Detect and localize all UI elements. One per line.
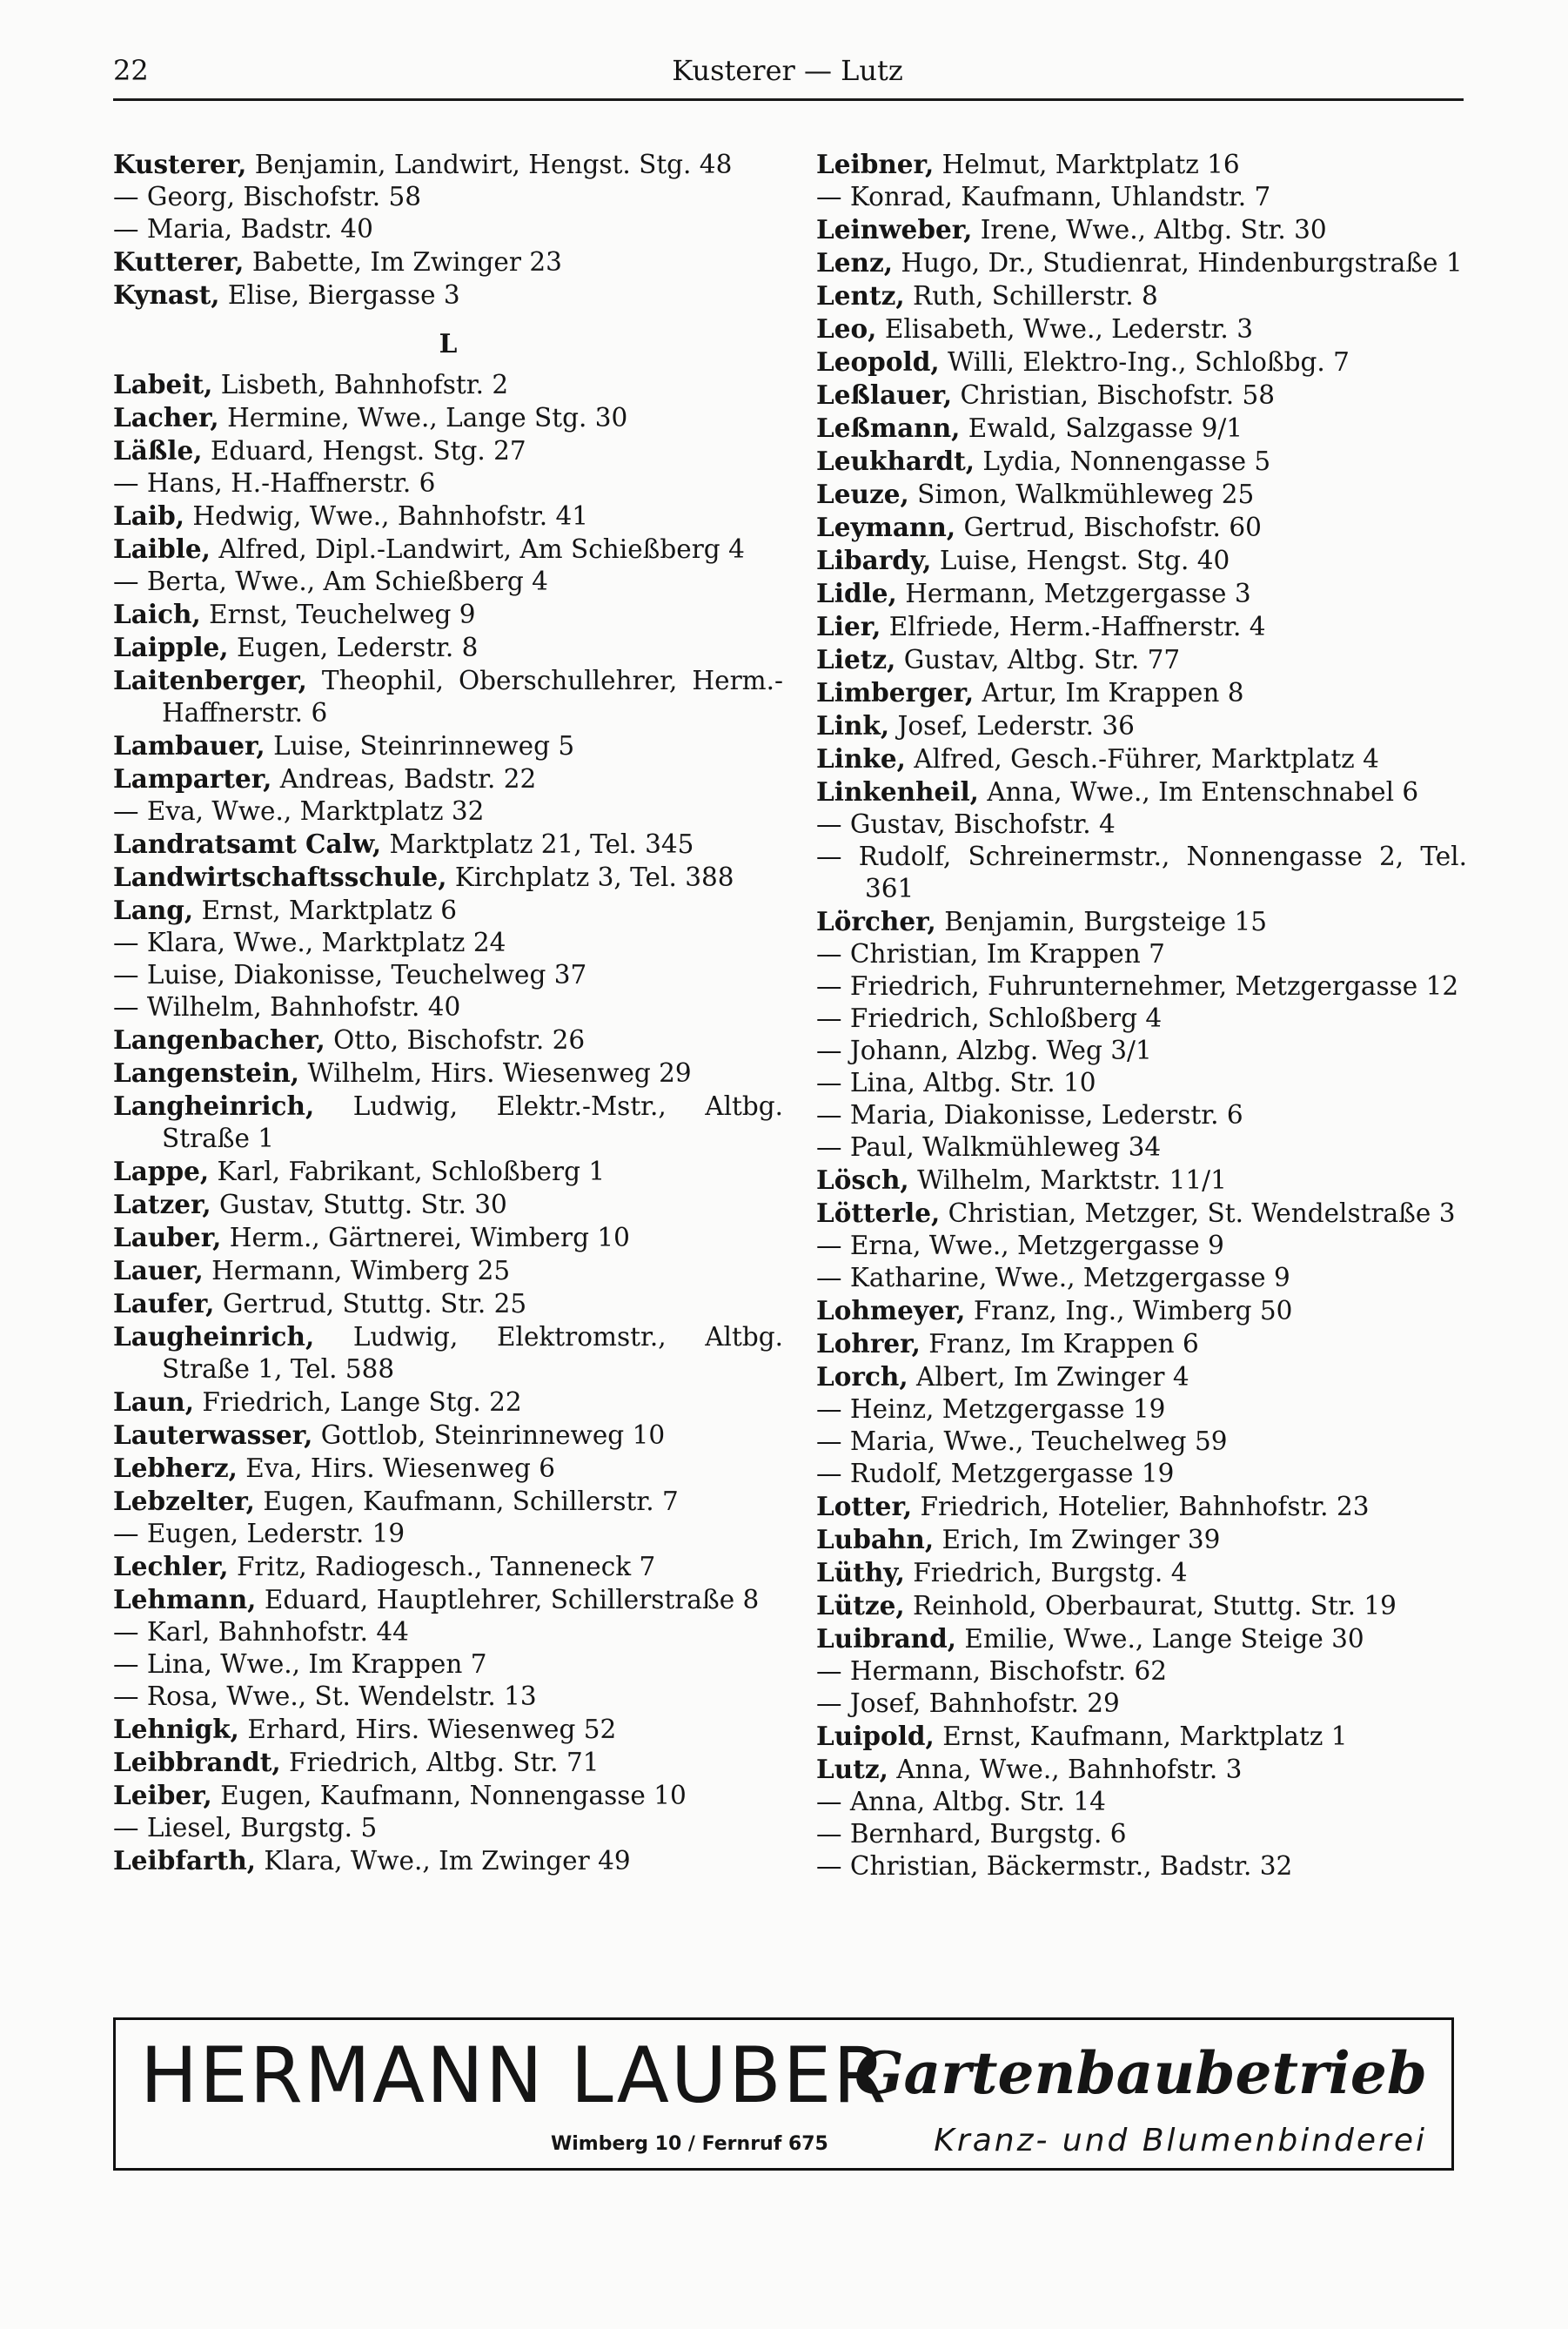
entry-details: — Christian, Im Krappen 7	[816, 939, 1165, 969]
directory-entry	[113, 1713, 783, 1746]
entry-details: Karl, Fabrikant, Schloßberg 1	[209, 1157, 606, 1186]
directory-entry	[113, 1090, 783, 1155]
directory-entry	[816, 1818, 1467, 1850]
entry-details: Anna, Wwe., Im Entenschnabel 6	[978, 777, 1419, 807]
entry-surname: Linke,	[816, 743, 906, 774]
entry-surname: Lörcher,	[816, 906, 936, 936]
entry-details: Elise, Biergasse 3	[219, 280, 460, 310]
entry-details: Andreas, Badstr. 22	[271, 764, 537, 794]
entry-surname: Laipple,	[113, 632, 229, 662]
directory-entry	[816, 1523, 1467, 1556]
entry-details: — Bernhard, Burgstg. 6	[816, 1819, 1127, 1849]
directory-entry	[113, 401, 783, 434]
directory-entry	[816, 1753, 1467, 1786]
entry-surname: Laugheinrich,	[113, 1321, 315, 1352]
entry-surname: Leßmann,	[816, 413, 961, 443]
directory-entry	[113, 1550, 783, 1583]
entry-surname: Lauer,	[113, 1255, 204, 1285]
entry-surname: Laible,	[113, 534, 211, 564]
directory-entry	[113, 1320, 783, 1386]
directory-entry	[816, 346, 1467, 379]
entry-details: Theophil, Oberschullehrer, Herm.-Haffnerstr. 6	[162, 666, 783, 728]
entry-surname: Lentz,	[816, 280, 905, 311]
directory-entry	[816, 938, 1467, 970]
directory-entry	[113, 894, 783, 927]
entry-details: Wilhelm, Marktstr. 11/1	[908, 1165, 1227, 1195]
entry-surname: Lösch,	[816, 1164, 909, 1195]
entry-surname: Lietz,	[816, 644, 896, 675]
entry-details: Ernst, Marktplatz 6	[193, 896, 458, 925]
right-column	[816, 148, 1467, 1883]
directory-entry	[816, 148, 1467, 181]
entry-surname: Laich,	[113, 599, 201, 629]
directory-entry	[113, 762, 783, 795]
directory-entry	[113, 533, 783, 566]
directory-entry	[113, 729, 783, 762]
directory-entry	[816, 1589, 1467, 1622]
entry-details: — Liesel, Burgstg. 5	[113, 1813, 378, 1842]
directory-entry	[113, 1254, 783, 1287]
advertisement-business: Gartenbaubetrieb	[854, 2039, 1427, 2107]
entry-details: Friedrich, Burgstg. 4	[904, 1558, 1188, 1587]
entry-surname: Leiber,	[113, 1780, 212, 1810]
directory-entry	[816, 1294, 1467, 1327]
entry-details: — Hans, H.-Haffnerstr. 6	[113, 468, 436, 498]
entry-details: — Konrad, Kaufmann, Uhlandstr. 7	[816, 182, 1271, 211]
entry-details: Ewald, Salzgasse 9/1	[960, 413, 1243, 443]
entry-details: — Friedrich, Fuhrunternehmer, Metzgergasse 12	[816, 971, 1459, 1001]
entry-details: — Friedrich, Schloßberg 4	[816, 1003, 1163, 1033]
entry-surname: Lutz,	[816, 1754, 888, 1784]
directory-entry	[816, 1393, 1467, 1426]
directory-entry	[816, 1003, 1467, 1035]
advertisement-company-name: HERMANN LAUBER	[140, 2030, 888, 2120]
directory-entry	[113, 1812, 783, 1844]
directory-entry	[816, 511, 1467, 544]
directory-entry	[113, 245, 783, 279]
entry-details: Luise, Steinrinneweg 5	[265, 731, 575, 761]
entry-surname: Lenz,	[816, 247, 893, 278]
directory-entry	[113, 1518, 783, 1550]
entry-details: — Paul, Walkmühleweg 34	[816, 1132, 1162, 1162]
directory-entry	[816, 279, 1467, 312]
entry-details: Artur, Im Krappen 8	[974, 678, 1244, 708]
entry-details: Lisbeth, Bahnhofstr. 2	[212, 370, 509, 399]
directory-entry	[816, 1622, 1467, 1655]
directory-entry	[113, 1779, 783, 1812]
directory-entry	[816, 1850, 1467, 1883]
directory-entry	[113, 1681, 783, 1713]
directory-entry	[113, 631, 783, 664]
directory-entry	[816, 809, 1467, 841]
directory-entry	[113, 148, 783, 181]
section-letter: L	[439, 328, 458, 359]
entry-details: — Heinz, Metzgergasse 19	[816, 1394, 1166, 1424]
directory-entry	[816, 1426, 1467, 1458]
entry-surname: Lambauer,	[113, 730, 265, 761]
entry-details: Eduard, Hauptlehrer, Schillerstraße 8	[256, 1585, 760, 1614]
directory-entry	[816, 1655, 1467, 1688]
entry-surname: Lamparter,	[113, 763, 272, 794]
entry-details: — Lina, Wwe., Im Krappen 7	[113, 1649, 487, 1679]
entry-details: Ernst, Teuchelweg 9	[200, 600, 476, 629]
directory-entry	[816, 1067, 1467, 1099]
entry-surname: Lauber,	[113, 1222, 222, 1252]
entry-details: Alfred, Gesch.-Führer, Marktplatz 4	[905, 744, 1379, 774]
entry-surname: Läßle,	[113, 435, 203, 466]
entry-details: — Maria, Diakonisse, Lederstr. 6	[816, 1100, 1243, 1130]
page-header	[113, 54, 1462, 97]
directory-entry	[113, 1419, 783, 1452]
entry-surname: Laufer,	[113, 1288, 215, 1319]
entry-details: Christian, Metzger, St. Wendelstraße 3	[940, 1198, 1456, 1228]
entry-details: Hermann, Wimberg 25	[203, 1256, 511, 1285]
entry-details: Gertrud, Stuttg. Str. 25	[214, 1289, 527, 1319]
directory-entry	[113, 1452, 783, 1485]
directory-entry	[113, 1485, 783, 1518]
entry-surname: Landwirtschaftsschule,	[113, 862, 447, 892]
directory-entry	[816, 1720, 1467, 1753]
page-title: Kusterer — Lutz	[672, 54, 903, 87]
directory-entry	[113, 181, 783, 213]
entry-surname: Linkenheil,	[816, 776, 979, 807]
directory-entry	[113, 1188, 783, 1221]
directory-entry	[816, 1490, 1467, 1523]
entry-surname: Lebzelter,	[113, 1486, 255, 1516]
directory-entry	[816, 1230, 1467, 1262]
entry-surname: Leopold,	[816, 346, 940, 377]
entry-surname: Leßlauer,	[816, 379, 953, 410]
entry-surname: Leukhardt,	[816, 446, 975, 476]
directory-entry	[113, 566, 783, 598]
directory-entry	[816, 905, 1467, 938]
entry-details: Franz, Im Krappen 6	[920, 1329, 1199, 1359]
entry-details: — Gustav, Bischofstr. 4	[816, 809, 1116, 839]
directory-entry	[816, 775, 1467, 809]
entry-surname: Lorch,	[816, 1361, 908, 1392]
entry-details: — Klara, Wwe., Marktplatz 24	[113, 928, 506, 957]
entry-surname: Lappe,	[113, 1156, 210, 1186]
directory-entry	[113, 1616, 783, 1648]
entry-details: Josef, Lederstr. 36	[889, 711, 1135, 741]
entry-surname: Lauterwasser,	[113, 1420, 313, 1450]
entry-details: Ruth, Schillerstr. 8	[904, 281, 1158, 311]
directory-entry	[816, 1262, 1467, 1294]
directory-entry	[113, 1155, 783, 1188]
entry-surname: Lacher,	[113, 402, 219, 433]
entry-details: Albert, Im Zwinger 4	[908, 1362, 1189, 1392]
entry-surname: Link,	[816, 710, 890, 741]
directory-entry	[113, 279, 783, 312]
entry-details: Eduard, Hengst. Stg. 27	[202, 436, 526, 466]
entry-details: Erhard, Hirs. Wiesenweg 52	[238, 1715, 617, 1744]
directory-entry	[816, 1786, 1467, 1818]
entry-details: — Eva, Wwe., Marktplatz 32	[113, 796, 485, 826]
directory-entry	[113, 1287, 783, 1320]
directory-entry	[816, 742, 1467, 775]
directory-entry	[113, 991, 783, 1024]
entry-surname: Lütze,	[816, 1590, 905, 1621]
entry-details: Wilhelm, Hirs. Wiesenweg 29	[299, 1058, 692, 1088]
advertisement-box	[113, 2017, 1454, 2171]
entry-surname: Leibner,	[816, 149, 935, 179]
entry-details: — Wilhelm, Bahnhofstr. 40	[113, 992, 461, 1022]
entry-details: Hugo, Dr., Studienrat, Hindenburgstraße 1	[892, 248, 1463, 278]
entry-details: Klara, Wwe., Im Zwinger 49	[256, 1846, 631, 1876]
entry-details: — Luise, Diakonisse, Teuchelweg 37	[113, 960, 587, 990]
entry-details: Ernst, Kaufmann, Marktplatz 1	[934, 1722, 1348, 1751]
entry-details: Gertrud, Bischofstr. 60	[955, 513, 1262, 542]
entry-details: Elfriede, Herm.-Haffnerstr. 4	[881, 612, 1266, 641]
entry-details: Willi, Elektro-Ing., Schloßbg. 7	[939, 347, 1350, 377]
entry-details: Eugen, Kaufmann, Nonnengasse 10	[211, 1781, 687, 1810]
directory-entry	[816, 246, 1467, 279]
entry-details: Eugen, Lederstr. 8	[228, 633, 479, 662]
directory-entry	[816, 412, 1467, 445]
entry-details: Luise, Hengst. Stg. 40	[931, 546, 1230, 575]
entry-details: Gottlob, Steinrinneweg 10	[312, 1420, 666, 1450]
entry-details: Benjamin, Burgsteige 15	[935, 907, 1268, 936]
entry-details: Benjamin, Landwirt, Hengst. Stg. 48	[246, 150, 733, 179]
entry-surname: Luipold,	[816, 1721, 935, 1751]
entry-details: — Maria, Badstr. 40	[113, 214, 373, 244]
entry-surname: Lehmann,	[113, 1584, 257, 1614]
header-rule	[113, 98, 1464, 101]
entry-details: Eugen, Kaufmann, Schillerstr. 7	[254, 1487, 679, 1516]
entry-surname: Lötterle,	[816, 1198, 941, 1228]
entry-details: — Katharine, Wwe., Metzgergasse 9	[816, 1263, 1290, 1292]
entry-surname: Leuze,	[816, 479, 909, 509]
entry-surname: Latzer,	[113, 1189, 211, 1219]
directory-entry	[816, 1131, 1467, 1164]
entry-surname: Kutterer,	[113, 246, 245, 277]
entry-details: Helmut, Marktplatz 16	[934, 150, 1240, 179]
directory-entry	[816, 1035, 1467, 1067]
entry-details: Friedrich, Lange Stg. 22	[194, 1387, 522, 1417]
directory-entry	[816, 544, 1467, 577]
entry-details: Fritz, Radiogesch., Tanneneck 7	[228, 1552, 656, 1581]
directory-entry	[113, 959, 783, 991]
entry-details: Hermine, Wwe., Lange Stg. 30	[218, 403, 628, 433]
entry-details: — Rudolf, Schreinermstr., Nonnengasse 2, Tel. 361	[816, 842, 1467, 903]
directory-entry	[816, 1327, 1467, 1360]
entry-surname: Lier,	[816, 611, 881, 641]
directory-entry	[816, 445, 1467, 478]
entry-surname: Lohrer,	[816, 1328, 921, 1359]
directory-entry	[816, 709, 1467, 742]
directory-entry	[816, 478, 1467, 511]
directory-entry	[816, 1688, 1467, 1720]
entry-details: Marktplatz 21, Tel. 345	[381, 829, 694, 859]
entry-surname: Lohmeyer,	[816, 1295, 966, 1326]
directory-entry	[816, 970, 1467, 1003]
entry-details: Anna, Wwe., Bahnhofstr. 3	[888, 1755, 1243, 1784]
entry-surname: Lubahn,	[816, 1524, 935, 1554]
directory-entry	[113, 368, 783, 401]
directory-entry	[113, 1844, 783, 1877]
entry-surname: Lechler,	[113, 1551, 229, 1581]
entry-surname: Leinweber,	[816, 214, 973, 245]
directory-entry	[113, 467, 783, 500]
left-column	[113, 148, 783, 1877]
entry-details: — Anna, Altbg. Str. 14	[816, 1787, 1106, 1816]
advertisement-address: Wimberg 10 / Fernruf 675	[551, 2133, 828, 2155]
entry-surname: Laitenberger,	[113, 665, 307, 695]
entry-surname: Kynast,	[113, 279, 220, 310]
entry-surname: Lidle,	[816, 578, 897, 608]
entry-details: — Christian, Bäckermstr., Badstr. 32	[816, 1851, 1293, 1881]
directory-entry	[816, 643, 1467, 676]
entry-details: — Johann, Alzbg. Weg 3/1	[816, 1036, 1152, 1065]
page-number: 22	[113, 54, 149, 87]
entry-details: Elisabeth, Wwe., Lederstr. 3	[876, 314, 1253, 344]
directory-entry	[816, 1197, 1467, 1230]
entry-details: — Erna, Wwe., Metzgergasse 9	[816, 1231, 1224, 1260]
entry-surname: Lehnigk,	[113, 1714, 239, 1744]
entry-details: — Maria, Wwe., Teuchelweg 59	[816, 1426, 1228, 1456]
directory-entry	[113, 861, 783, 894]
directory-entry	[816, 1164, 1467, 1197]
entry-details: Herm., Gärtnerei, Wimberg 10	[221, 1223, 630, 1252]
directory-entry	[816, 1458, 1467, 1490]
entry-surname: Landratsamt Calw,	[113, 829, 382, 859]
entry-surname: Leymann,	[816, 512, 956, 542]
entry-details: — Hermann, Bischofstr. 62	[816, 1656, 1168, 1686]
directory-entry	[816, 379, 1467, 412]
entry-surname: Leibbrandt,	[113, 1747, 281, 1777]
entry-surname: Limberger,	[816, 677, 975, 708]
directory-entry	[113, 664, 783, 729]
entry-surname: Leibfarth,	[113, 1845, 257, 1876]
entry-details: Reinhold, Oberbaurat, Stuttg. Str. 19	[904, 1591, 1397, 1621]
directory-entry	[816, 312, 1467, 346]
directory-entry	[113, 1221, 783, 1254]
directory-entry	[816, 676, 1467, 709]
entry-surname: Libardy,	[816, 545, 932, 575]
directory-entry	[113, 828, 783, 861]
entry-details: Friedrich, Altbg. Str. 71	[280, 1748, 600, 1777]
advertisement-subtitle: Kranz- und Blumenbinderei	[934, 2123, 1427, 2158]
directory-entry	[113, 500, 783, 533]
entry-details: Erich, Im Zwinger 39	[934, 1525, 1221, 1554]
entry-details: Hedwig, Wwe., Bahnhofstr. 41	[184, 501, 588, 531]
entry-surname: Lotter,	[816, 1491, 913, 1521]
directory-entry	[113, 1057, 783, 1090]
entry-surname: Langheinrich,	[113, 1091, 315, 1121]
directory-entry	[816, 1099, 1467, 1131]
entry-surname: Lüthy,	[816, 1557, 905, 1587]
directory-entry	[816, 1556, 1467, 1589]
entry-details: Gustav, Stuttg. Str. 30	[211, 1190, 507, 1219]
entry-details: — Eugen, Lederstr. 19	[113, 1519, 405, 1548]
entry-details: Friedrich, Hotelier, Bahnhofstr. 23	[912, 1492, 1370, 1521]
directory-entry	[113, 1746, 783, 1779]
entry-details: — Lina, Altbg. Str. 10	[816, 1068, 1096, 1097]
entry-surname: Langenbacher,	[113, 1024, 325, 1055]
entry-surname: Luibrand,	[816, 1623, 957, 1654]
directory-entry	[113, 795, 783, 828]
directory-entry	[816, 213, 1467, 246]
entry-surname: Leo,	[816, 313, 877, 344]
entry-surname: Laib,	[113, 500, 184, 531]
entry-details: Gustav, Altbg. Str. 77	[895, 645, 1181, 675]
entry-details: — Rosa, Wwe., St. Wendelstr. 13	[113, 1681, 537, 1711]
entry-details: Irene, Wwe., Altbg. Str. 30	[972, 215, 1327, 245]
directory-entry	[113, 1024, 783, 1057]
entry-surname: Kusterer,	[113, 149, 247, 179]
directory-entry	[113, 1583, 783, 1616]
entry-surname: Lang,	[113, 895, 194, 925]
entry-details: — Karl, Bahnhofstr. 44	[113, 1617, 409, 1647]
entry-details: Hermann, Metzgergasse 3	[896, 579, 1251, 608]
entry-details: Babette, Im Zwinger 23	[244, 247, 562, 277]
entry-details: — Berta, Wwe., Am Schießberg 4	[113, 567, 548, 596]
directory-entry	[113, 434, 783, 467]
directory-entry	[816, 841, 1467, 905]
entry-details: Emilie, Wwe., Lange Steige 30	[956, 1624, 1364, 1654]
entry-surname: Langenstein,	[113, 1057, 300, 1088]
entry-details: Eva, Hirs. Wiesenweg 6	[237, 1453, 556, 1483]
directory-entry	[113, 1648, 783, 1681]
entry-details: Ludwig, Elektr.-Mstr., Altbg. Straße 1	[162, 1091, 783, 1153]
entry-surname: Labeit,	[113, 369, 213, 399]
directory-entry	[816, 1360, 1467, 1393]
directory-entry	[816, 181, 1467, 213]
entry-surname: Laun,	[113, 1386, 195, 1417]
entry-surname: Lebherz,	[113, 1453, 238, 1483]
directory-entry	[113, 213, 783, 245]
entry-details: Franz, Ing., Wimberg 50	[965, 1296, 1293, 1326]
entry-details: Lydia, Nonnengasse 5	[975, 446, 1271, 476]
entry-details: — Josef, Bahnhofstr. 29	[816, 1688, 1120, 1718]
entry-details: Otto, Bischofstr. 26	[325, 1025, 586, 1055]
directory-entry	[113, 927, 783, 959]
entry-details: — Georg, Bischofstr. 58	[113, 182, 421, 211]
entry-details: Simon, Walkmühleweg 25	[908, 480, 1255, 509]
entry-details: Alfred, Dipl.-Landwirt, Am Schießberg 4	[210, 534, 745, 564]
entry-details: Ludwig, Elektromstr., Altbg. Straße 1, Tel. 588	[162, 1322, 783, 1384]
directory-entry	[113, 1386, 783, 1419]
directory-entry	[816, 577, 1467, 610]
directory-entry	[816, 610, 1467, 643]
entry-details: — Rudolf, Metzgergasse 19	[816, 1459, 1175, 1488]
entry-details: Christian, Bischofstr. 58	[952, 380, 1275, 410]
directory-entry	[113, 598, 783, 631]
entry-details: Kirchplatz 3, Tel. 388	[446, 862, 734, 892]
